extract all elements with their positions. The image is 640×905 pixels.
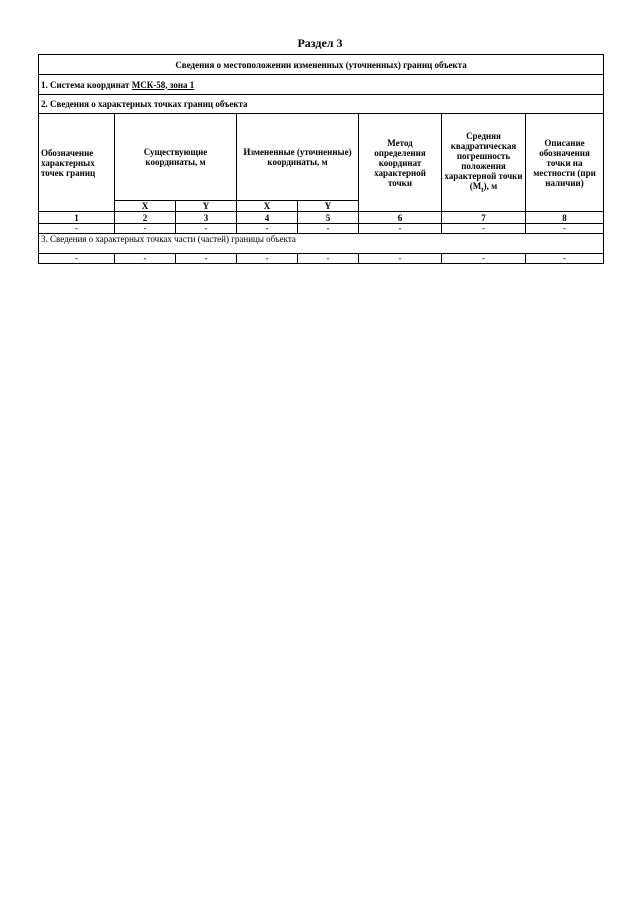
- points-heading: 2. Сведения о характерных точках границ объекта: [39, 95, 604, 114]
- subheader-y-existing: Y: [176, 201, 237, 212]
- header-method: Метод определения координат характерной точки: [359, 114, 442, 212]
- header-existing-coords: Существующие координаты, м: [115, 114, 237, 201]
- table-title: Сведения о местоположении измененных (уточненных) границ объекта: [39, 55, 604, 75]
- table-cell: -: [442, 224, 526, 234]
- table-cell: -: [359, 224, 442, 234]
- table-cell: -: [115, 224, 176, 234]
- table-cell: -: [176, 224, 237, 234]
- column-number: 1: [39, 212, 115, 224]
- column-number: 7: [442, 212, 526, 224]
- header-designation: Обозначение характерных точек границ: [39, 114, 115, 212]
- table-cell: -: [39, 254, 115, 264]
- subheader-x-changed: X: [237, 201, 298, 212]
- table-row: [39, 254, 604, 264]
- column-number: 8: [526, 212, 604, 224]
- table-cell: -: [526, 224, 604, 234]
- column-number: 4: [237, 212, 298, 224]
- table-cell: -: [359, 254, 442, 264]
- table-cell: -: [115, 254, 176, 264]
- table-cell: -: [442, 254, 526, 264]
- table-cell: -: [237, 224, 298, 234]
- header-changed-coords: Измененные (уточненные) координаты, м: [237, 114, 359, 201]
- table-cell: -: [298, 224, 359, 234]
- coord-system-row: [39, 75, 604, 95]
- column-number: 5: [298, 212, 359, 224]
- header-error-text: Средняя квадратическая погрешность положения характерной точки (M: [444, 130, 523, 191]
- table-row: [39, 224, 604, 234]
- table-cell: -: [176, 254, 237, 264]
- section-title: Раздел 3: [297, 36, 343, 50]
- subheader-x-existing: X: [115, 201, 176, 212]
- boundary-table: [38, 54, 604, 264]
- subheader-y-changed: Y: [298, 201, 359, 212]
- column-numbers-row: [39, 212, 604, 224]
- table-cell: -: [39, 224, 115, 234]
- column-number: 2: [115, 212, 176, 224]
- header-error-suffix: ), м: [483, 180, 498, 191]
- table-cell: -: [237, 254, 298, 264]
- column-number: 6: [359, 212, 442, 224]
- header-description: Описание обозначения точки на местности (при наличии): [526, 114, 604, 212]
- header-error-subscript: t: [481, 185, 484, 194]
- parts-heading: 3. Сведения о характерных точках части (частей) границы объекта: [39, 234, 604, 254]
- coord-system-value: МСК-58, зона 1: [131, 79, 195, 90]
- table-cell: -: [526, 254, 604, 264]
- table-cell: -: [298, 254, 359, 264]
- coord-system-label: 1. Система координат: [41, 79, 130, 90]
- header-error: [442, 114, 526, 212]
- column-number: 3: [176, 212, 237, 224]
